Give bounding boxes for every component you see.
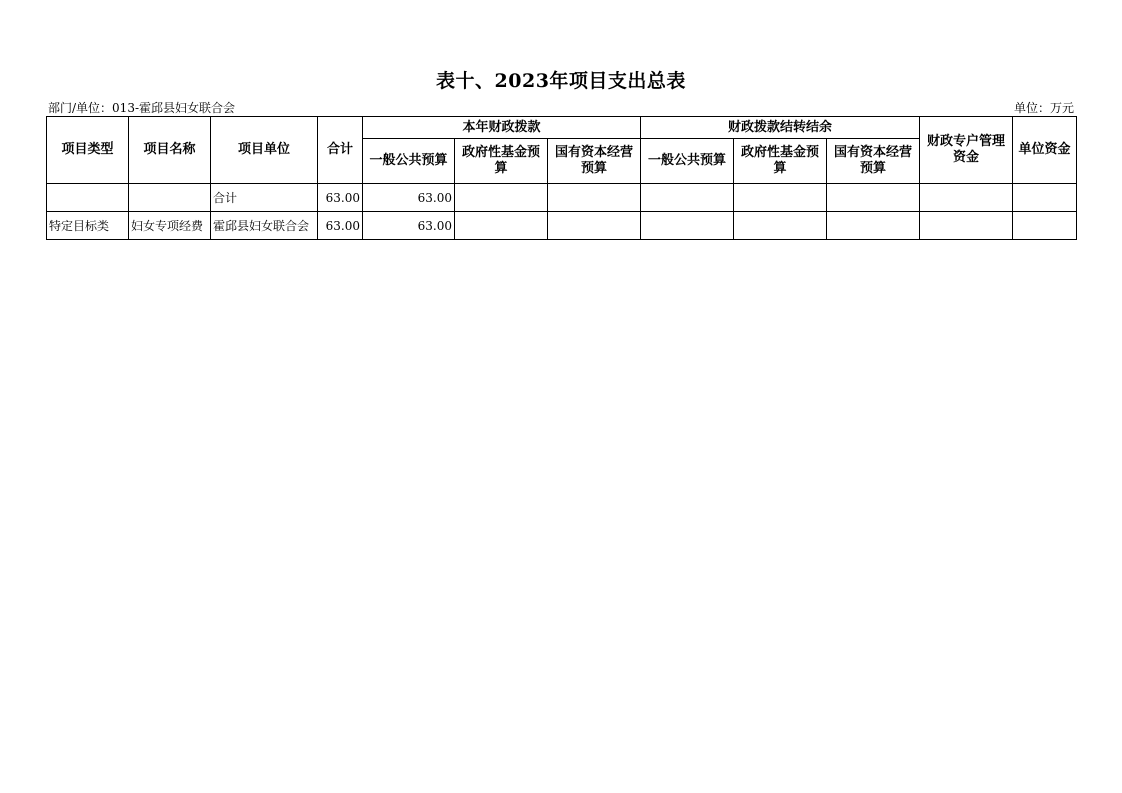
cell-project-type <box>47 184 129 212</box>
header-special-fund: 财政专户管理资金 <box>920 117 1013 184</box>
header-project-name: 项目名称 <box>129 117 211 184</box>
table-row <box>47 212 1077 240</box>
cell-carry-general-public-budget <box>641 212 734 240</box>
header-project-type: 项目类型 <box>47 117 129 184</box>
header-unit-fund: 单位资金 <box>1013 117 1077 184</box>
header-carry-gov-fund-budget: 政府性基金预算 <box>734 139 827 184</box>
header-carry-state-capital-budget: 国有资本经营预算 <box>827 139 920 184</box>
cell-general-public-budget: 63.00 <box>363 184 455 212</box>
header-gov-fund-budget: 政府性基金预算 <box>455 139 548 184</box>
cell-state-capital-budget <box>548 212 641 240</box>
header-general-public-budget: 一般公共预算 <box>363 139 455 184</box>
cell-carry-state-capital-budget <box>827 184 920 212</box>
header-carry-general-public-budget: 一般公共预算 <box>641 139 734 184</box>
cell-carry-state-capital-budget <box>827 212 920 240</box>
cell-carry-general-public-budget <box>641 184 734 212</box>
header-group-current-year: 本年财政拨款 <box>363 117 641 139</box>
cell-project-unit: 合计 <box>211 184 318 212</box>
cell-unit-fund <box>1013 212 1077 240</box>
cell-gov-fund-budget <box>455 184 548 212</box>
cell-state-capital-budget <box>548 184 641 212</box>
header-group-carryover: 财政拨款结转结余 <box>641 117 920 139</box>
cell-special-fund <box>920 184 1013 212</box>
cell-project-name: 妇女专项经费 <box>129 212 211 240</box>
cell-project-unit: 霍邱县妇女联合会 <box>211 212 318 240</box>
cell-total: 63.00 <box>318 212 363 240</box>
unit-label: 单位：万元 <box>1013 101 1074 115</box>
cell-special-fund <box>920 212 1013 240</box>
department-label: 部门/单位：013-霍邱县妇女联合会 <box>48 101 236 115</box>
cell-carry-gov-fund-budget <box>734 212 827 240</box>
cell-gov-fund-budget <box>455 212 548 240</box>
project-expenditure-table <box>46 116 1077 240</box>
header-total: 合计 <box>318 117 363 184</box>
page-title: 表十、2023年项目支出总表 <box>436 70 686 92</box>
cell-general-public-budget: 63.00 <box>363 212 455 240</box>
header-row-top <box>47 117 1077 139</box>
header-project-unit: 项目单位 <box>211 117 318 184</box>
cell-project-type: 特定目标类 <box>47 212 129 240</box>
cell-carry-gov-fund-budget <box>734 184 827 212</box>
header-state-capital-budget: 国有资本经营预算 <box>548 139 641 184</box>
cell-unit-fund <box>1013 184 1077 212</box>
table-row <box>47 184 1077 212</box>
cell-total: 63.00 <box>318 184 363 212</box>
cell-project-name <box>129 184 211 212</box>
